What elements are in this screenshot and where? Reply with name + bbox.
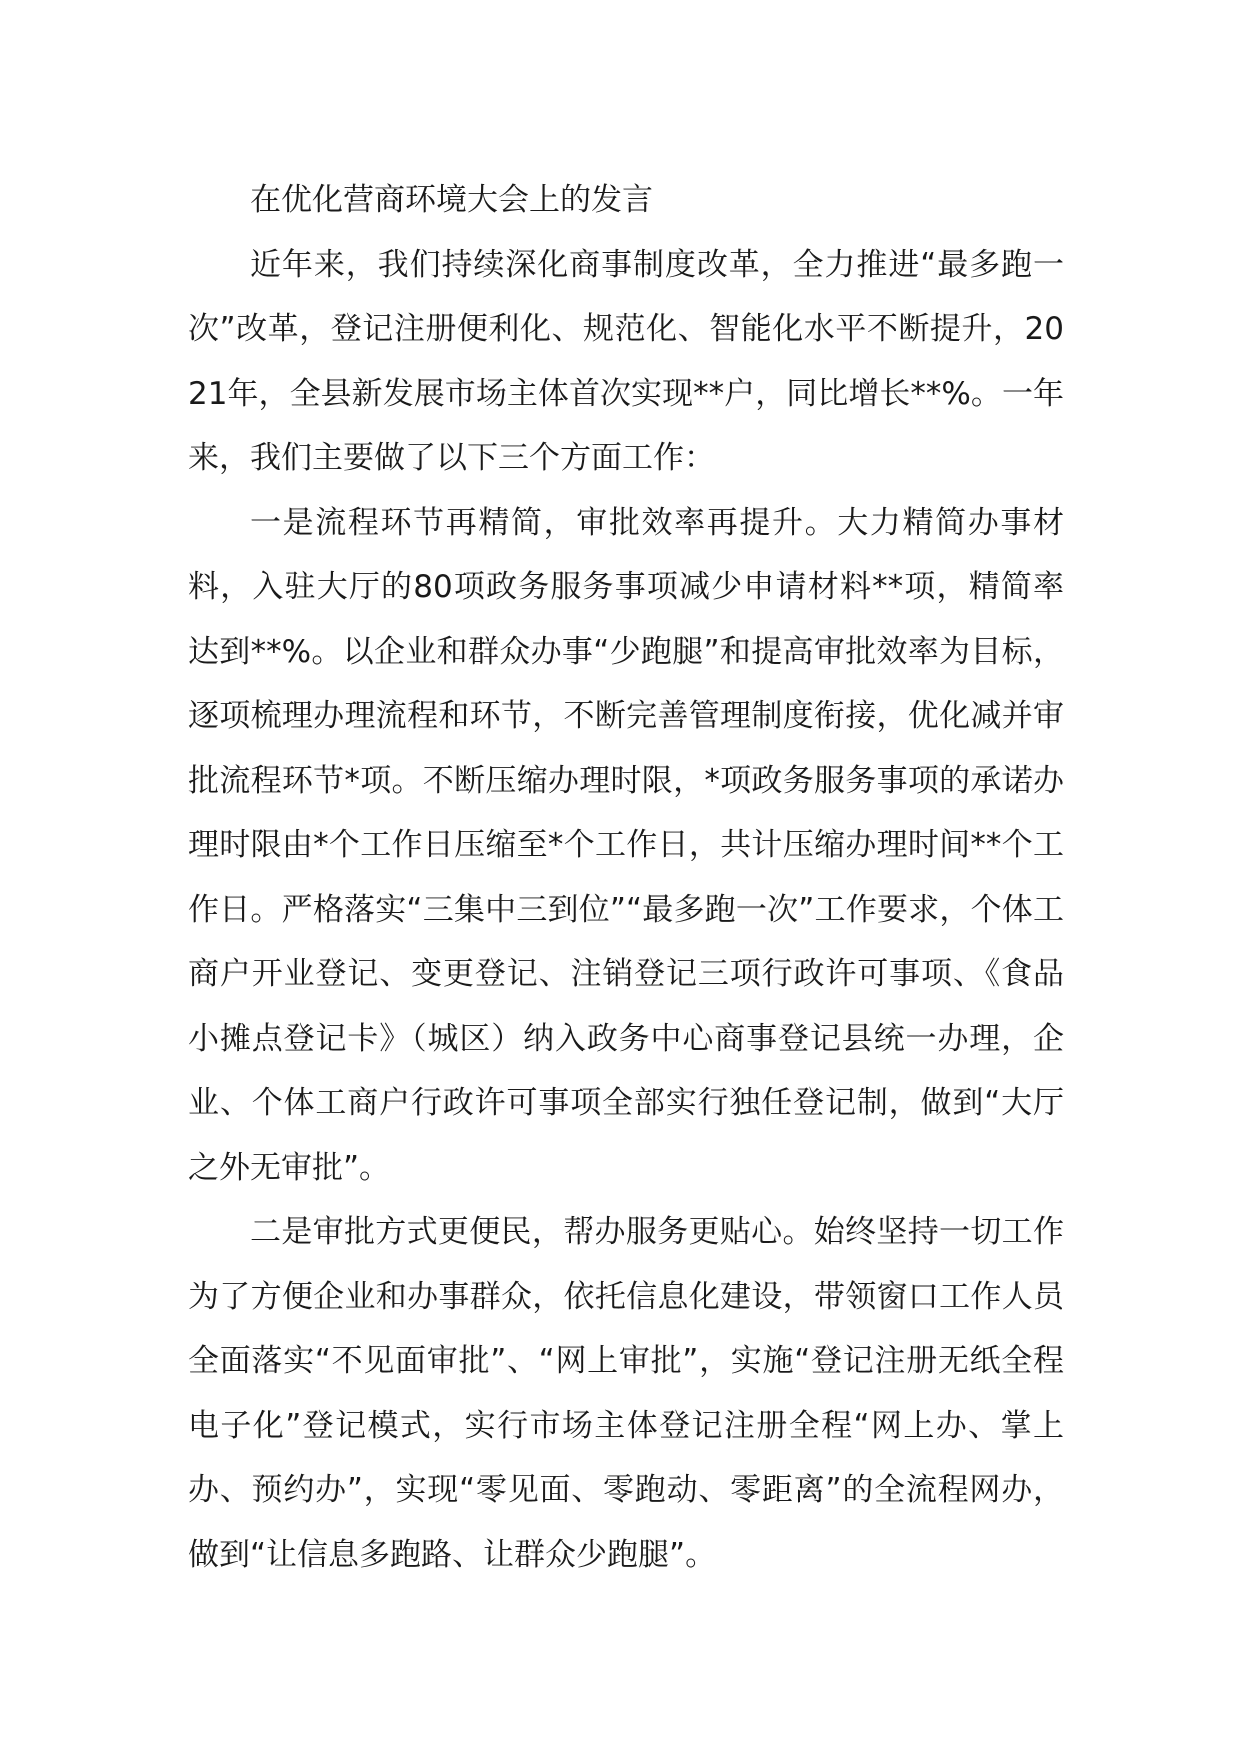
document-title: 在优化营商环境大会上的发言 bbox=[250, 182, 653, 218]
paragraph-intro: 近年来，我们持续深化商事制度改革，全力推进“最多跑一次”改革，登记注册便利化、规范化、智能化水平不断提升，2021年，全县新发展市场主体首次实现**户，同比增长**%。一年来，我们主要做了以下三个方面工作： bbox=[188, 246, 1064, 476]
paragraph-one: 一是流程环节再精简，审批效率再提升。大力精简办事材料，入驻大厅的80项政务服务事项减少申请材料**项，精简率达到**%。以企业和群众办事“少跑腿”和提高审批效率为目标，逐项梳理办理流程和环节，不断完善管理制度衔接，优化减并审批流程环节*项。不断压缩办理时限，*项政务服务事项的承诺办理时限由*个工作日压缩至*个工作日，共计压缩办理时间**个工作日。严格落实“三集中三到位”“最多跑一次”工作要求，个体工商户开业登记、变更登记、注销登记三项行政许可事项、《食品小摊点登记卡》（城区）纳入政务中心商事登记县统一办理，企业、个体工商户行政许可事项全部实行独任登记制，做到“大厅之外无审批”。 bbox=[188, 504, 1064, 1186]
document-body bbox=[188, 168, 1064, 1587]
paragraph-two: 二是审批方式更便民，帮办服务更贴心。始终坚持一切工作为了方便企业和办事群众，依托信息化建设，带领窗口工作人员全面落实“不见面审批”、“网上审批”，实施“登记注册无纸全程电子化”登记模式，实行市场主体登记注册全程“网上办、掌上办、预约办”，实现“零见面、零跑动、零距离”的全流程网办，做到“让信息多跑路、让群众少跑腿”。 bbox=[188, 1214, 1064, 1573]
